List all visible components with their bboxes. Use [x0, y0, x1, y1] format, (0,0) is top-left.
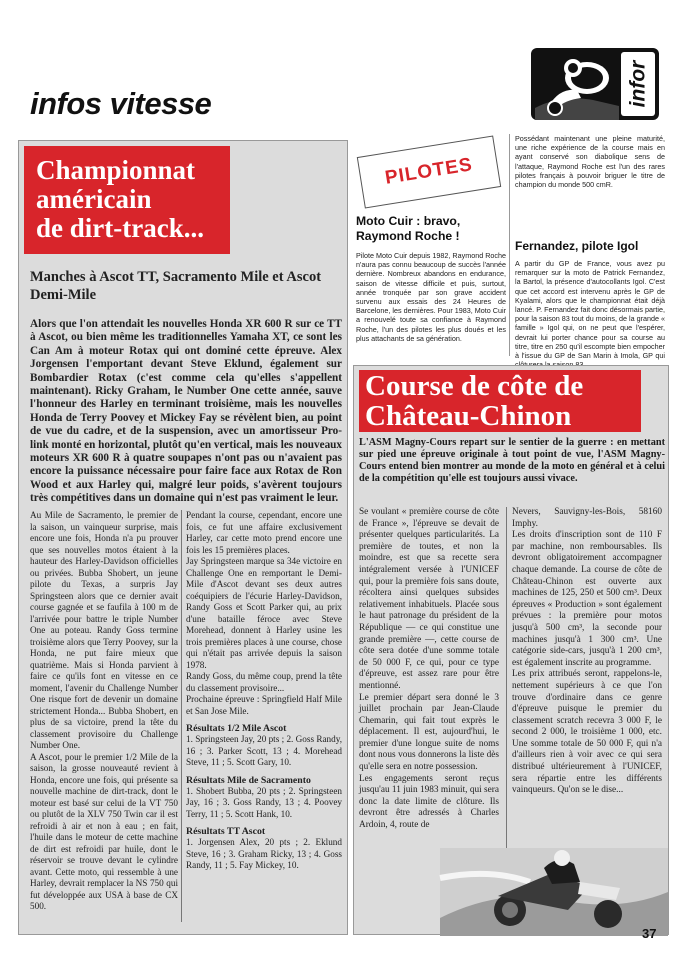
paragraph: Les prix attribués seront, rappelons-le, nettement supérieurs à ce que l'on trouve d'ordinaire dans ce genre d'épreuve puisque le premier du classement scratch recevra 3 000 F, le second 2 000, le troisième 1 000, etc. Une somme totale de 50 000 F, qui n'a d'ailleurs rien à voir avec ce qui sera distribué ultérieurement à l'UNICEF, sera répartie entre les différents vainqueurs. Qu'on se le dise... [512, 669, 662, 796]
paragraph: Les droits d'inscription sont de 110 F par machine, non remboursables. Ils devront obligatoirement accompagner chaque demande. La course de côte de Château-Chinon est ouverte aux machines de 125, 250 et 500 cm³. Deux épreuves « Production » sont également prévues : la première pour motos jusqu'à 500 cm³, la seconde pour machines jusqu'à 1 300 cm³. Une catégorie side-cars, jusqu'à 1 200 cm³, est également inscrite au programme. [512, 530, 662, 668]
paragraph: Randy Goss, du même coup, prend la tête du classement provisoire... [186, 671, 342, 693]
moto-cuir-body: Pilote Moto Cuir depuis 1982, Raymond Roche n'aura pas connu beaucoup de succès l'année dernière. Nombreux abandons en endurance, saison de vitesse difficile et puis, surtout, année tronquée par son grave accident survenu aux essais des 24 Heures de Barcelone, les dernières. Pour 1983, Moto Cuir a renouvelé toute sa confiance à Raymond Roche, l'un des pilotes les plus doués et les plus attachants de sa génération. [356, 251, 506, 343]
championnat-column-1 [30, 510, 178, 930]
headline-line: Château-Chinon [365, 400, 572, 432]
championnat-subhead: Manches à Ascot TT, Sacramento Mile et Ascot Demi-Mile [30, 269, 322, 303]
motorcycle-racer-image [440, 848, 668, 936]
results-text: 1. Springsteen Jay, 20 pts ; 2. Goss Randy, 16 ; 3. Parker Scott, 13 ; 4. Morehead Steve, 11 ; 5. Scott Gary, 10. [186, 734, 343, 767]
paragraph: Les engagements seront reçus jusqu'au 11 juin 1983 minuit, qui sera donc la date limite de clôture. Ils devront être adressés à Charles Ardoin, 4, route de [359, 773, 499, 831]
pilotes-sticker [357, 136, 501, 209]
igol-title: Fernandez, pilote Igol [515, 239, 639, 253]
page-number: 37 [642, 926, 657, 941]
championnat-column-2 [186, 510, 342, 930]
headline-line: Championnat [36, 155, 196, 185]
paragraph: Au Mile de Sacramento, le premier de la saison, un vainqueur surprise, mais encore une fois, Honda n'a pu prouver que ses nouvelles motos étaient à la hauteur des Harley-Davidson officielles ou privées. Bubba Shobert, un jeune pilote du Texas, a surpris Jay Springsteen alors que ce dernier avait course gagnée et se faufila à 100 m de l'arrivée pour battre le triple Number One au poteau. Randy Goss termine troisième alors que Terry Poovey, sur la Honda, ne put faire mieux que quatrième. Mais si Honda parvient à faire ce qu'ils font en vitesse en ce moment, l'avenir du Challenge Number One risque fort de devenir un domaine strictement Honda... Bubba Shobert, en plus de sa victoire, prend la tête du classement provisoire du Challenge Number One. [30, 510, 178, 750]
paragraph: Prochaine épreuve : Springfield Half Mile et San Jose Mile. [186, 694, 342, 716]
paragraph: Se voulant « première course de côte de France », l'épreuve se devait de présenter quelques particularités. La première de toutes, et non la moindre, est que sa recette sera intégralement versée à l'UNICEF qui, pour la première fois sans doute, récoltera ainsi quelques subsides relativement inhabituels. Placée sous le haut patronage du président de la République — ce qui constitue une grande première —, cette course de côte sera dotée d'une somme totale de 50 000 F, ce qui, pour ce type d'épreuve, est assez rare pour être mentionné. [359, 507, 499, 691]
logo-text: infor [626, 60, 649, 108]
results-text: 1. Shobert Bubba, 20 pts ; 2. Springsteen Jay, 16 ; 3. Goss Randy, 13 ; 4. Poovey Terry, 11 ; 5. Scott Hank, 10. [186, 785, 342, 819]
pilotes-sticker-label: PILOTES [383, 154, 475, 189]
section-title: infos vitesse [30, 86, 212, 121]
magazine-logo [531, 48, 659, 120]
course-column-2 [512, 507, 662, 840]
results-text: 1. Jorgensen Alex, 20 pts ; 2. Eklund Steve, 16 ; 3. Graham Ricky, 13 ; 4. Goss Randy, 11 ; 5. Fay Mickey, 10. [186, 837, 342, 870]
logo-wordmark [621, 52, 655, 116]
column-divider [181, 510, 182, 922]
paragraph: Jay Springsteen marque sa 34e victoire en Challenge One en remportant le Demi-Mile d'Ascot devant ses deux autres coéquipiers de l'écurie Harley-Davidson, Randy Goss et Scott Parker qui, au prix d'une bataille féroce avec Steve Morehead, donnent à Harley usine les trois premières places à une course, chose qui n'était pas arrivée depuis la saison 1978. [186, 556, 342, 670]
column-divider [509, 134, 510, 356]
headline-line: de dirt-track... [36, 213, 204, 243]
roche-continuation: Possédant maintenant une pleine maturité, une riche expérience de la course mais en ayant conservé son diabolique sens de l'attaque, Raymond Roche est l'un des rares pilotes français à pouvoir briguer le titre de champion du monde 500 cmR. [515, 134, 665, 190]
headline-line: Course de côte de [365, 370, 584, 402]
paragraph: A Ascot, pour le premier 1/2 Mile de la saison, la grosse nouveauté revient à Honda, encore une fois, qui présente sa nouvelle machine de dirt-track, dont le moteur est basé sur celui de la VT 750 ou plutôt de la XLV 750 Twin car il est refroidi à air et non à eau ; en fait, l'huile dans le moteur de cette machine de dirt est refroidi par huile, dont le réservoir se trouve devant le cylindre avant. Cette moto, qui ressemble à une Harley, devrait remplacer la NS 750 qui fut développée aux USA à base de CX 500. [30, 751, 178, 911]
igol-body: A partir du GP de France, vous avez pu remarquer sur la moto de Patrick Fernandez, la Bartol, la présence d'autocollants Igol. C'est que cet accord est intervenu après le GP de Kyalami, alors que le championnat était déjà lancé. P. Fernandez fait donc désormais partie, pour la saison 83 tout du moins, de la grande « famille » Igol qui, on ne peut que l'espérer, devrait lui porter chance pour sa course au titre, titre en 250 qu'il escompte bien empocher à l'issue du GP de San Marin à Imola, GP qui [515, 259, 665, 361]
paragraph: Le premier départ sera donné le 3 juillet prochain par Jean-Claude Chemarin, qui fait tout exprès le déplacement. Il est, aujourd'hui, le premier d'une longue suite de noms dont nous vous donnerons la liste dès qu'elle sera en notre possession. [359, 692, 499, 773]
moto-cuir-title: Moto Cuir : bravo, Raymond Roche ! [356, 214, 461, 243]
results-heading: Résultats Mile de Sacramento [186, 774, 311, 786]
headline-line: américain [36, 184, 152, 214]
course-headline-banner [359, 370, 641, 432]
course-lead: L'ASM Magny-Cours repart sur le sentier de la guerre : en mettant sur pied une épreuve originale à tout point de vue, l'ASM Magny-Cours entend bien montrer au monde de la moto en général et à celui de la compétition qu'elle est toujours aussi vivace. [359, 437, 665, 485]
motorcycle-photo [440, 848, 668, 936]
results-heading: Résultats 1/2 Mile Ascot [186, 723, 287, 734]
paragraph: Nevers, Sauvigny-les-Bois, 58160 Imphy. [512, 507, 662, 529]
paragraph: Pendant la course, cependant, encore une fois, ce fut une affaire exclusivement Harley, car cette moto prend encore une fois les 15 premières places. [186, 510, 342, 555]
results-heading: Résultats TT Ascot [186, 826, 266, 837]
championnat-intro: Alors que l'on attendait les nouvelles Honda XR 600 R sur ce TT à Ascot, ou bien même les traditionnelles Yamaha XT, ce sont les Can Am à moteur Rotax qui ont dominé cette épreuve. Alex Jorgensen l'emportant devant Steve Eklund, également sur Bombardier Rotax (c'est comme cela qu'elles s'appellent maintenant). Ricky Graham, le Number One cette année, sauve l'honneur des Harley en terminant troisième, mais les nouvelles Honda de Terry Poovey et Mickey Fay se révèlent bien, au point de vue du cadre, et de la suspension, avec un amortisseur Pro-link monté en horizontal, plutôt qu'en vertical, mais les nouveaux moteurs XR 600 R à quatre soupapes n'ont pas ou n'avaient pas encore la puissance nécessaire pour faire face aux Rotax de Ron Wood et aux Harley qui, malgré leur poids, s'avèrent toujours très compétitives dans un domaine qui n'est pas vraiment le leur. [30, 318, 342, 505]
championnat-headline-banner [24, 146, 230, 254]
racer-illustration-icon [531, 48, 623, 120]
